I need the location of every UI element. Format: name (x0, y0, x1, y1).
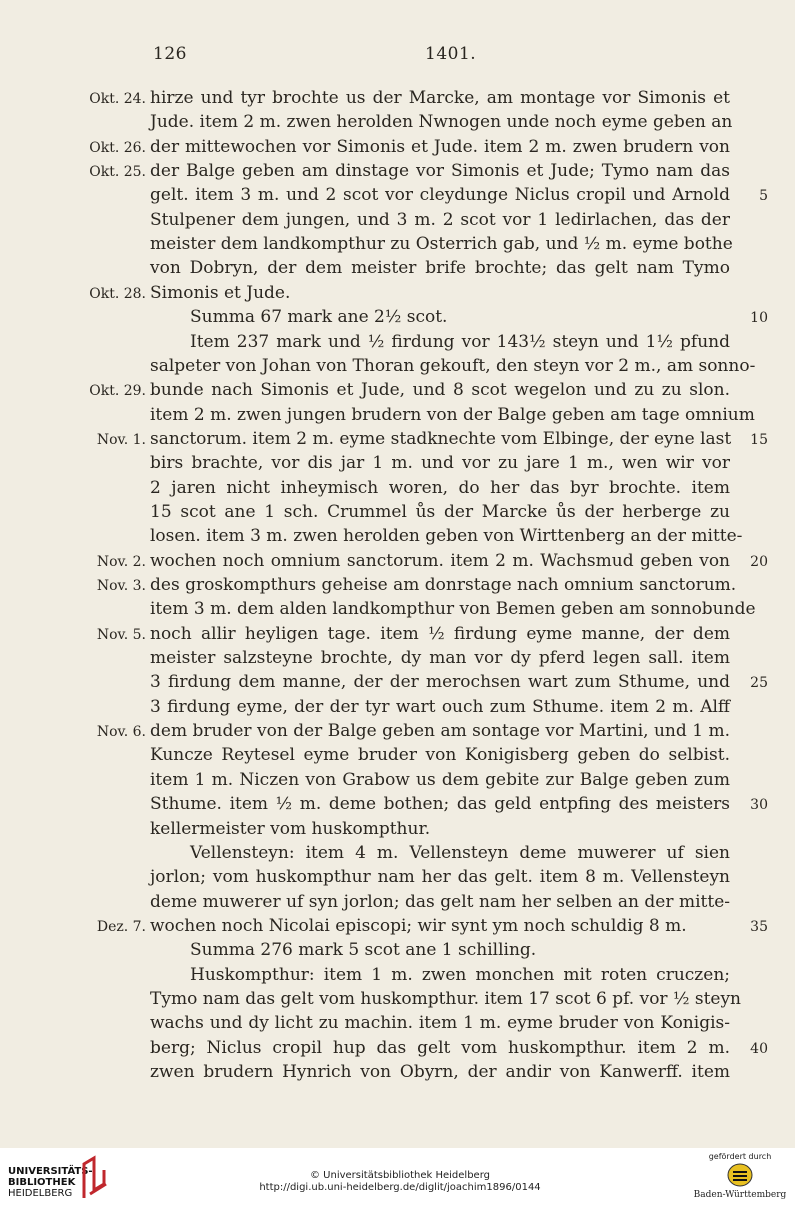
margin-date: Okt. 28. (89, 285, 146, 302)
text-line (0, 1013, 795, 1037)
text-line (0, 405, 795, 429)
line-text: wochen noch omnium sanctorum. item 2 m. Wachsmud geben von (150, 550, 730, 571)
text-line (0, 137, 795, 161)
text-line (0, 624, 795, 648)
margin-date: Dez. 7. (96, 918, 146, 935)
logo-line-1: UNIVERSITÄTS- (8, 1166, 93, 1177)
text-line (0, 916, 795, 940)
text-line (0, 478, 795, 502)
text-line (0, 112, 795, 136)
line-number: 20 (750, 553, 768, 570)
line-text: noch allir heyligen tage. item ½ firdung eyme manne, der dem (150, 623, 730, 644)
line-text: Summa 67 mark ane 2½ scot. (190, 307, 448, 328)
line-text: von Dobryn, der dem meister brife brochte; das gelt nam Tymo (150, 258, 730, 279)
line-text: dem bruder von der Balge geben am sontage vor Martini, und 1 m. (150, 721, 730, 742)
line-number: 5 (759, 188, 768, 205)
line-text: Stulpener dem jungen, und 3 m. 2 scot vor 1 ledirlachen, das der (150, 209, 730, 230)
text-line (0, 380, 795, 404)
line-text: Simonis et Jude. (150, 282, 291, 303)
text-line (0, 599, 795, 623)
margin-date: Nov. 6. (96, 724, 146, 741)
line-number: 25 (750, 675, 768, 692)
text-line (0, 88, 795, 112)
line-text: bunde nach Simonis et Jude, und 8 scot wegelon und zu zu slon. (150, 380, 730, 401)
line-text: zwen brudern Hynrich von Obyrn, der andir von Kanwerff. item (150, 1062, 730, 1082)
line-text: jorlon; vom huskompthur nam her das gelt. item 8 m. Vellensteyn (150, 867, 730, 888)
margin-date: Okt. 26. (89, 139, 146, 156)
text-line (0, 258, 795, 282)
text-line (0, 648, 795, 672)
text-line (0, 1038, 795, 1062)
line-number: 35 (750, 918, 768, 935)
logo-line-2: BIBLIOTHEK (8, 1177, 76, 1188)
line-text: meister dem landkompthur zu Osterrich gab, und ½ m. eyme bothe (150, 234, 733, 255)
margin-date: Okt. 29. (89, 383, 146, 400)
line-text: Sthume. item ½ m. deme bothen; das geld entpfing des meisters (150, 794, 730, 815)
text-line (0, 161, 795, 185)
margin-date: Nov. 3. (96, 578, 146, 594)
text-line (0, 1062, 795, 1086)
text-line (0, 770, 795, 794)
line-text: birs brachte, vor dis jar 1 m. und vor zu jare 1 m., wen wir vor (150, 453, 730, 474)
text-line (0, 819, 795, 843)
line-text: item 2 m. zwen jungen brudern von der Balge geben am tage omnium (150, 404, 755, 425)
line-number: 10 (750, 310, 768, 327)
line-text: sanctorum. item 2 m. eyme stadknechte vom Elbinge, der eyne last (150, 428, 732, 449)
line-number: 40 (750, 1040, 768, 1057)
text-line (0, 356, 795, 380)
line-text: Tymo nam das gelt vom huskompthur. item 17 scot 6 pf. vor ½ steyn (150, 988, 742, 1009)
text-line (0, 575, 795, 599)
margin-date: Nov. 2. (96, 553, 146, 570)
page-year: 1401. (425, 44, 477, 64)
logo-line-3: HEIDELBERG (8, 1188, 73, 1199)
text-line (0, 672, 795, 696)
margin-date: Okt. 24. (89, 91, 146, 107)
coat-of-arms-icon (726, 1162, 754, 1188)
text-line (0, 185, 795, 209)
footer (0, 1148, 795, 1205)
line-text: item 1 m. Niczen von Grabow us dem gebite zur Balge geben zum (150, 769, 730, 790)
funded-by-label: gefördert durch (708, 1152, 772, 1161)
text-line (0, 429, 795, 453)
text-line (0, 502, 795, 526)
text-line (0, 940, 795, 964)
copyright-text: © Universitätsbibliothek Heidelberg (309, 1170, 490, 1181)
source-url[interactable]: http://digi.ub.uni-heidelberg.de/diglit/joachim1896/0144 (259, 1182, 541, 1193)
line-text: 3 firdung dem manne, der der merochsen wart zum Sthume, und (150, 672, 730, 693)
text-line (0, 843, 795, 867)
line-text: meister salzsteyne brochte, dy man vor dy pferd legen sall. item (150, 648, 730, 669)
line-text: Huskompthur: item 1 m. zwen monchen mit roten cruczen; (190, 964, 730, 985)
line-text: item 3 m. dem alden landkompthur von Bemen geben am sonnobunde (150, 599, 756, 620)
line-text: 2 jaren nicht inheymisch woren, do her das byr brochte. item (150, 477, 730, 498)
text-line (0, 721, 795, 745)
sponsor-name: Baden-Württemberg (693, 1190, 787, 1200)
line-text: losen. item 3 m. zwen herolden geben von Wirttenberg an der mitte- (150, 526, 743, 547)
line-text: salpeter von Johan von Thoran gekouft, den steyn vor 2 m., am sonno- (150, 355, 756, 376)
text-line (0, 453, 795, 477)
line-text: Vellensteyn: item 4 m. Vellensteyn deme muwerer uf sien (190, 842, 730, 863)
text-line (0, 283, 795, 307)
text-line (0, 794, 795, 818)
text-line (0, 892, 795, 916)
line-text: 15 scot ane 1 sch. Crummel ůs der Marcke ůs der herberge zu (150, 501, 730, 522)
line-number: 15 (750, 431, 768, 448)
line-text: hirze und tyr brochte us der Marcke, am montage vor Simonis et (150, 88, 730, 108)
text-line (0, 307, 795, 331)
margin-date: Nov. 1. (96, 431, 146, 448)
text-line (0, 551, 795, 575)
text-line (0, 989, 795, 1013)
text-line (0, 697, 795, 721)
line-text: deme muwerer uf syn jorlon; das gelt nam her selben an der mitte- (150, 891, 730, 912)
text-line (0, 332, 795, 356)
text-line (0, 965, 795, 989)
line-text: Item 237 mark und ½ firdung vor 143½ steyn und 1½ pfund (190, 331, 730, 352)
library-logo-icon (80, 1154, 110, 1200)
text-line (0, 234, 795, 258)
margin-date: Okt. 25. (89, 164, 146, 181)
margin-date: Nov. 5. (96, 626, 146, 643)
text-line (0, 867, 795, 891)
text-line (0, 210, 795, 234)
line-text: Kuncze Reytesel eyme bruder von Konigisberg geben do selbist. (150, 745, 730, 766)
line-text: Jude. item 2 m. zwen herolden Nwnogen unde noch eyme geben an (150, 112, 733, 133)
copyright-notice (240, 1170, 560, 1194)
line-text: gelt. item 3 m. und 2 scot vor cleydunge Niclus cropil und Arnold (150, 185, 730, 206)
line-text: 3 firdung eyme, der der tyr wart ouch zum Sthume. item 2 m. Alff (150, 696, 730, 717)
page-number: 126 (153, 44, 187, 64)
line-text: der mittewochen vor Simonis et Jude. item 2 m. zwen brudern von (150, 136, 730, 157)
line-text: berg; Niclus cropil hup das gelt vom huskompthur. item 2 m. (150, 1037, 730, 1058)
text-line (0, 745, 795, 769)
line-text: kellermeister vom huskompthur. (150, 818, 431, 839)
line-text: wachs und dy licht zu machin. item 1 m. eyme bruder von Konigis- (150, 1013, 730, 1034)
line-text: Summa 276 mark 5 scot ane 1 schilling. (190, 940, 537, 961)
line-text: des groskompthurs geheise am donrstage nach omnium sanctorum. (150, 575, 737, 595)
text-line (0, 526, 795, 550)
line-text: der Balge geben am dinstage vor Simonis et Jude; Tymo nam das (150, 161, 730, 182)
line-number: 30 (750, 797, 768, 814)
line-text: wochen noch Nicolai episcopi; wir synt ym noch schuldig 8 m. (150, 915, 687, 936)
